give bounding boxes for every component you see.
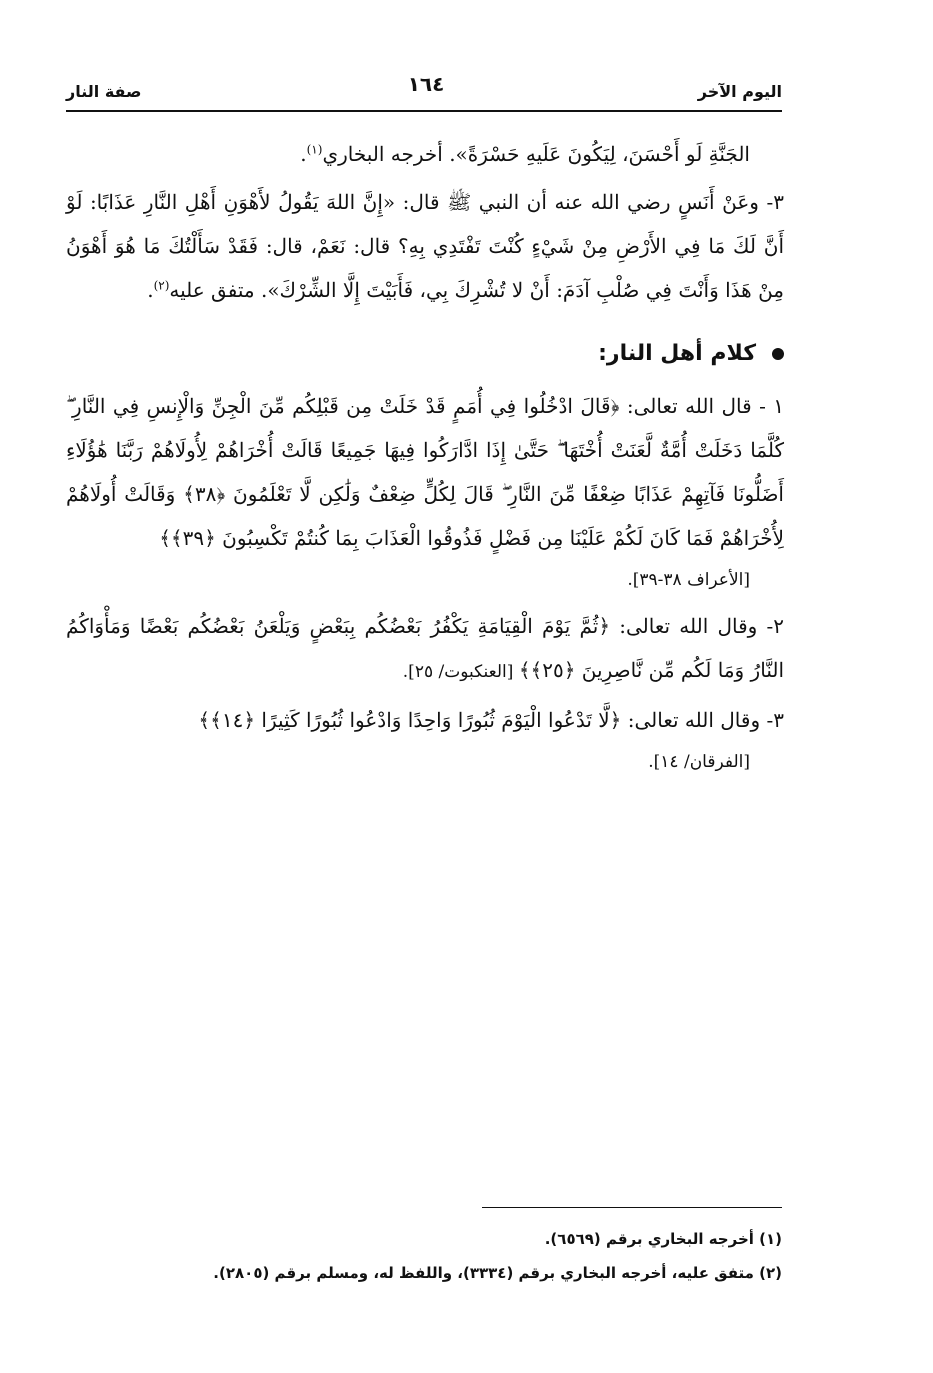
quran-verse: ﴿ثُمَّ يَوْمَ الْقِيَامَةِ يَكْفُرُ بَعْضُكُم بِبَعْضٍ وَيَلْعَنُ بَعْضُكُم بَعْضًا وَمَأْوَاكُمُ النَّارُ وَمَا لَكُم مِّن نَّاصِرِينَ ﴿٢٥﴾﴾ — [66, 614, 784, 682]
section-heading-text: كلام أهل النار: — [598, 341, 756, 366]
page-number: ١٦٤ — [407, 72, 445, 96]
item-intro: قال الله تعالى: — [619, 394, 752, 418]
footnote-divider — [482, 1207, 782, 1208]
list-item — [66, 384, 784, 560]
footnote-marker-1: (١) — [306, 142, 323, 157]
quran-verse: ﴿قَالَ ادْخُلُوا فِي أُمَمٍ قَدْ خَلَتْ مِن قَبْلِكُم مِّنَ الْجِنِّ وَالْإِنسِ فِي النَّارِ ۖ كُلَّمَا دَخَلَتْ أُمَّةٌ لَّعَنَتْ أُخْتَهَا ۖ حَتَّىٰ إِذَا ادَّارَكُوا فِيهَا جَمِيعًا قَالَتْ أُخْرَاهُمْ لِأُولَاهُمْ رَبَّنَا هَٰؤُلَاءِ أَضَلُّونَا فَآتِهِمْ عَذَابًا ضِعْفًا مِّنَ النَّارِ ۖ قَالَ لِكُلٍّ ضِعْفٌ وَلَٰكِن لَّا تَعْلَمُونَ ﴿٣٨﴾ وَقَالَتْ أُولَاهُمْ لِأُخْرَاهُمْ فَمَا كَانَ لَكُمْ عَلَيْنَا مِن فَضْلٍ فَذُوقُوا الْعَذَابَ بِمَا كُنتُمْ تَكْسِبُونَ ﴿٣٩﴾﴾ — [66, 394, 784, 550]
item-intro: وقال الله تعالى: — [610, 614, 758, 638]
hadith-text: وعَنْ أَنَسٍ رضي الله عنه أن النبي ﷺ قال: «إِنَّ اللهَ يَقُولُ لأَهْوَنِ أَهْلِ النَّارِ عَذَابًا: لَوْ أَنَّ لَكَ مَا فِي الأَرْضِ مِنْ شَيْءٍ كُنْتَ تَفْتَدِي بِهِ؟ قال: نَعَمْ، قال: فَقَدْ سَأَلْتُكَ مَا هُوَ أَهْوَنُ مِنْ هَذَا وَأَنْتَ فِي صُلْبِ آدَمَ: أَنْ لا تُشْرِكَ بِي، فَأَبَيْتَ إِلَّا الشِّرْكَ». متفق عليه — [66, 190, 784, 302]
list-item — [66, 604, 784, 694]
hadith-paragraph: ٣- وعَنْ أَنَسٍ رضي الله عنه أن النبي ﷺ قال: «إِنَّ اللهَ يَقُولُ لأَهْوَنِ أَهْلِ النَّارِ عَذَابًا: لَوْ أَنَّ لَكَ مَا فِي الأَرْضِ مِنْ شَيْءٍ كُنْتَ تَفْتَدِي بِهِ؟ قال: نَعَمْ، قال: فَقَدْ سَأَلْتُكَ مَا هُوَ أَهْوَنُ مِنْ هَذَا وَأَنْتَ فِي صُلْبِ آدَمَ: أَنْ لا تُشْرِكَ بِي، فَأَبَيْتَ إِلَّا الشِّرْكَ». متفق عليه$^{(٢)}$. — [66, 190, 784, 302]
list-item — [66, 698, 784, 742]
running-header — [66, 70, 782, 108]
continuation-text: الجَنَّةِ لَو أَحْسَنَ، لِيَكُونَ عَلَيهِ حَسْرَةً». أخرجه البخاري — [322, 142, 750, 166]
section-title: صفة النار — [66, 82, 142, 101]
quran-verse: ﴿لَّا تَدْعُوا الْيَوْمَ ثُبُورًا وَاحِدًا وَادْعُوا ثُبُورًا كَثِيرًا ﴿١٤﴾﴾ — [198, 708, 622, 732]
item-number: ٢- — [757, 614, 784, 638]
main-text — [66, 132, 784, 782]
footnote-marker-2: (٢) — [153, 278, 170, 293]
footnote: (٢) متفق عليه، أخرجه البخاري برقم (٣٣٣٤)، واللفظ له، ومسلم برقم (٢٨٠٥). — [213, 1264, 782, 1282]
item-number: ١ - — [751, 394, 785, 418]
section-heading — [66, 330, 784, 378]
chapter-title: اليوم الآخر — [697, 82, 782, 101]
verse-reference: [الفرقان/ ١٤]. — [648, 752, 750, 772]
item-intro: وقال الله تعالى: — [621, 708, 761, 732]
verse-reference: [العنكبوت/ ٢٥]. — [402, 662, 519, 682]
bullet-icon — [772, 348, 784, 360]
header-divider — [66, 110, 782, 112]
footnote: (١) أخرجه البخاري برقم (٦٥٦٩). — [544, 1230, 782, 1248]
footnotes — [66, 1222, 782, 1290]
continuation-paragraph: الجَنَّةِ لَو أَحْسَنَ، لِيَكُونَ عَلَيهِ حَسْرَةً». أخرجه البخاري$^{(١)}$. — [300, 142, 750, 166]
verse-reference: [الأعراف ٣٨-٣٩]. — [627, 570, 750, 590]
item-number: ٣- — [760, 708, 784, 732]
hadith-number: ٣- — [758, 190, 784, 214]
